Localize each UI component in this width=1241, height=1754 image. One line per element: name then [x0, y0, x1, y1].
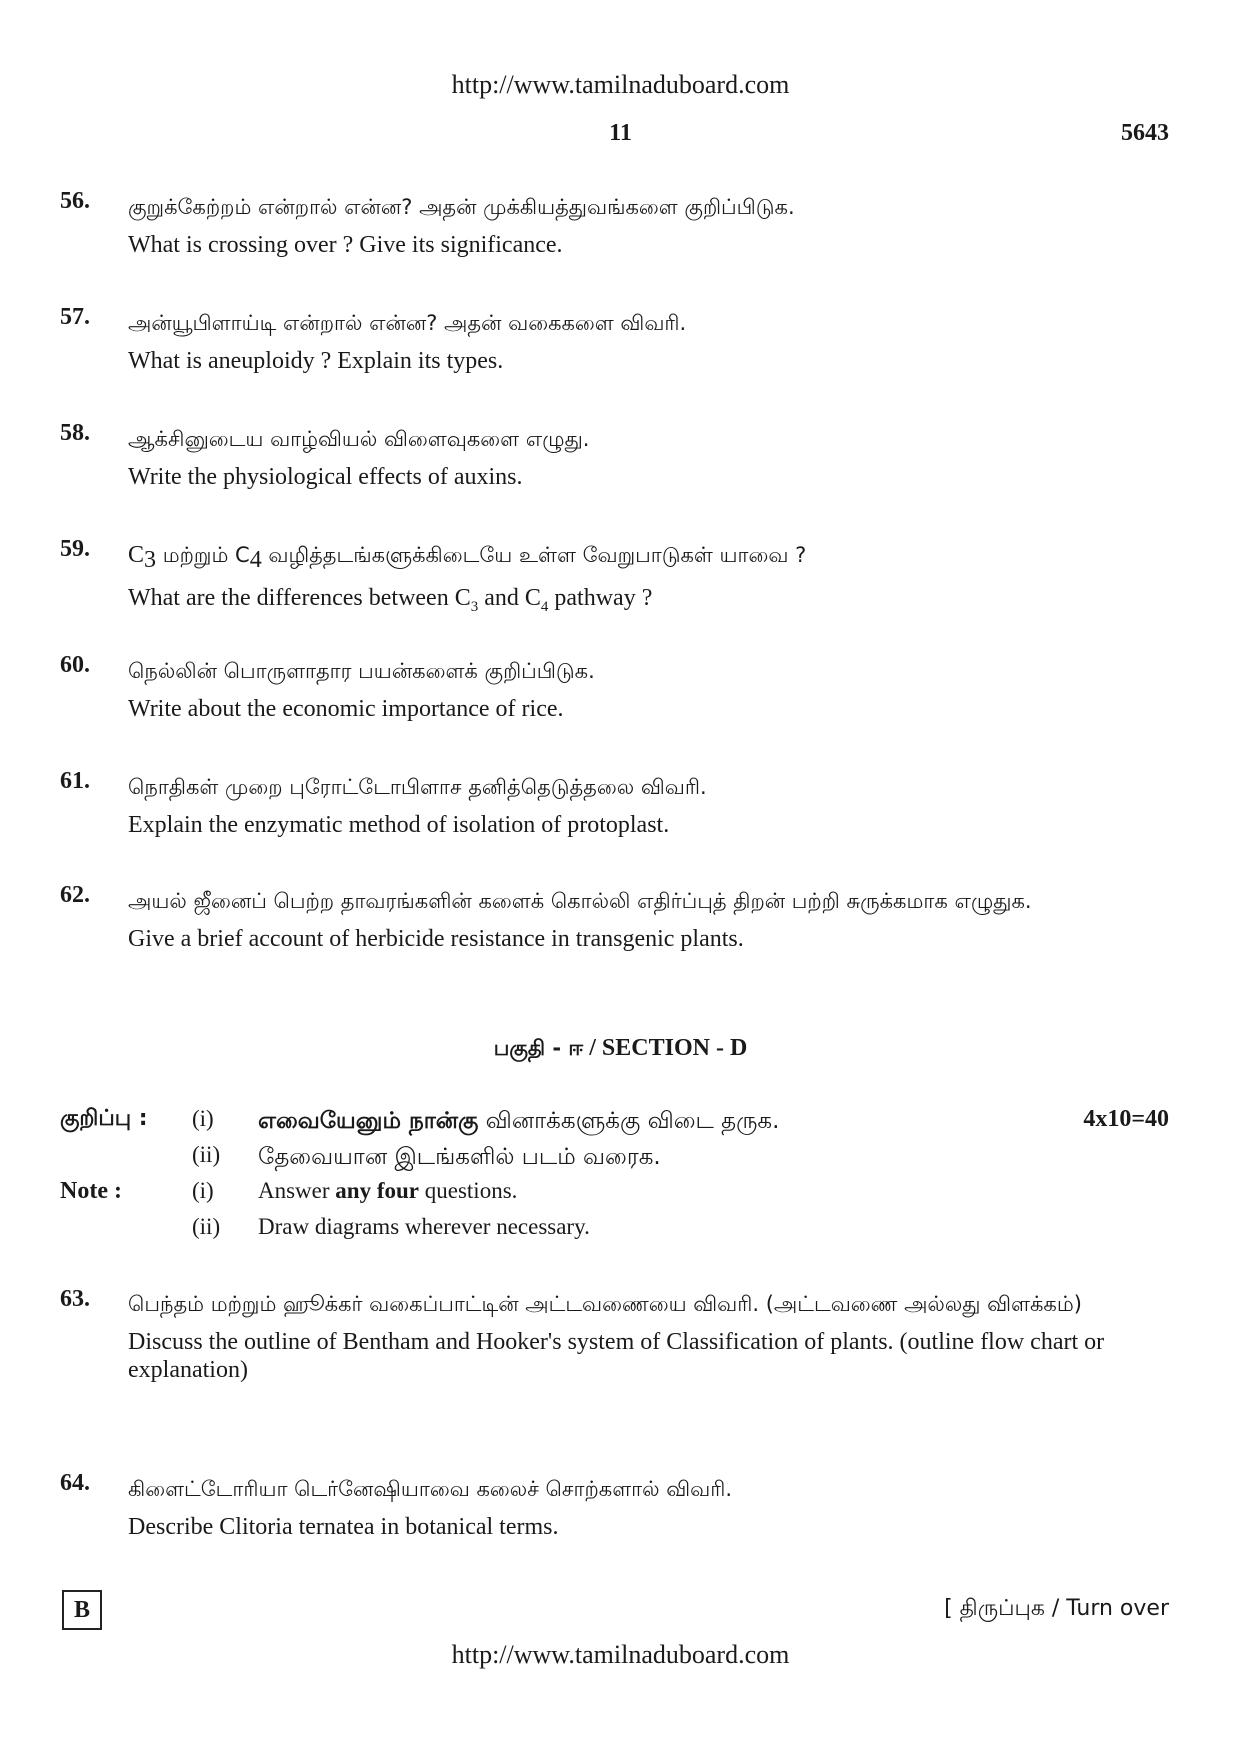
- question-tamil: ஆக்சினுடைய வாழ்வியல் விளைவுகளை எழுது.: [128, 427, 590, 451]
- note-roman: (ii): [192, 1142, 221, 1167]
- note-roman: (i): [192, 1178, 214, 1203]
- note-label-tamil: குறிப்பு :: [60, 1106, 148, 1131]
- section-english: / SECTION - D: [589, 1035, 748, 1061]
- question-english: Write the physiological effects of auxins.: [128, 464, 523, 490]
- question-number: 59.: [60, 536, 90, 562]
- question-tamil: பெந்தம் மற்றும் ஹூக்கர் வகைப்பாட்டின் அட்டவணையை விவரி. (அட்டவணை அல்லது விளக்கம்): [128, 1292, 1082, 1316]
- page-number: 11: [609, 120, 632, 146]
- question-english: Describe Clitoria ternatea in botanical terms.: [128, 1514, 559, 1540]
- question-english: Write about the economic importance of rice.: [128, 696, 564, 722]
- note-item: Answer any four questions.: [258, 1178, 518, 1203]
- question-english: Explain the enzymatic method of isolation of protoplast.: [128, 812, 670, 838]
- question-number: 56.: [60, 188, 90, 214]
- question-tamil: நெல்லின் பொருளாதார பயன்களைக் குறிப்பிடுக.: [128, 659, 595, 683]
- version-box: B: [62, 1590, 102, 1630]
- question-tamil: கிளைட்டோரியா டெர்னேஷியாவை கலைச் சொற்களால் விவரி.: [128, 1477, 733, 1501]
- question-english: What is aneuploidy ? Explain its types.: [128, 348, 504, 374]
- question-tamil: அன்யூபிளாய்டி என்றால் என்ன? அதன் வகைகளை விவரி.: [128, 311, 687, 335]
- question-number: 62.: [60, 882, 90, 908]
- footer-url: http://www.tamilnaduboard.com: [451, 1640, 790, 1669]
- question-number: 60.: [60, 652, 90, 678]
- paper-code: 5643: [1121, 120, 1169, 146]
- marks: 4x10=40: [1083, 1106, 1169, 1132]
- note-item: Draw diagrams wherever necessary.: [258, 1214, 590, 1239]
- header-url: http://www.tamilnaduboard.com: [451, 70, 790, 99]
- question-62: [60, 882, 1170, 958]
- question-61: [60, 768, 1170, 844]
- note-label-english: Note :: [60, 1178, 122, 1204]
- question-number: 61.: [60, 768, 90, 794]
- note-roman: (ii): [192, 1214, 221, 1239]
- question-number: 63.: [60, 1286, 90, 1312]
- question-57: [60, 304, 1170, 380]
- note-item: எவையேனும் நான்கு வினாக்களுக்கு விடை தருக.: [258, 1108, 780, 1134]
- question-tamil: குறுக்கேற்றம் என்றால் என்ன? அதன் முக்கியத்துவங்களை குறிப்பிடுக.: [128, 195, 795, 219]
- question-64: [60, 1470, 1170, 1546]
- question-number: 58.: [60, 420, 90, 446]
- question-60: [60, 652, 1170, 728]
- question-tamil: நொதிகள் முறை புரோட்டோபிளாச தனித்தெடுத்தலை விவரி.: [128, 775, 707, 799]
- question-english: Discuss the outline of Bentham and Hooker's system of Classification of plants. (outline flow chart or explanation): [128, 1329, 1105, 1383]
- question-59: [60, 536, 1170, 626]
- question-number: 64.: [60, 1470, 90, 1496]
- question-english: Give a brief account of herbicide resistance in transgenic plants.: [128, 926, 744, 952]
- question-number: 57.: [60, 304, 90, 330]
- section-tamil: பகுதி - ஈ: [493, 1036, 584, 1060]
- question-tamil: $C_3$ மற்றும் $C_4$ வழித்தடங்களுக்கிடையே உள்ள வேறுபாடுகள் யாவை ?: [128, 542, 807, 574]
- question-63: [60, 1286, 1170, 1384]
- question-58: [60, 420, 1170, 496]
- question-tamil: அயல் ஜீனைப் பெற்ற தாவரங்களின் களைக் கொல்லி எதிர்ப்புத் திறன் பற்றி சுருக்கமாக எழுதுக.: [128, 889, 1032, 913]
- note-roman: (i): [192, 1106, 214, 1131]
- turn-over: [ திருப்புக / Turn over: [944, 1596, 1169, 1621]
- question-english: What are the differences between $C_3$ and $C_4$ pathway ?: [128, 585, 653, 615]
- question-56: [60, 188, 1170, 264]
- note-item: தேவையான இடங்களில் படம் வரைக.: [258, 1144, 661, 1170]
- section-heading: [0, 1035, 1241, 1063]
- question-english: What is crossing over ? Give its significance.: [128, 232, 563, 258]
